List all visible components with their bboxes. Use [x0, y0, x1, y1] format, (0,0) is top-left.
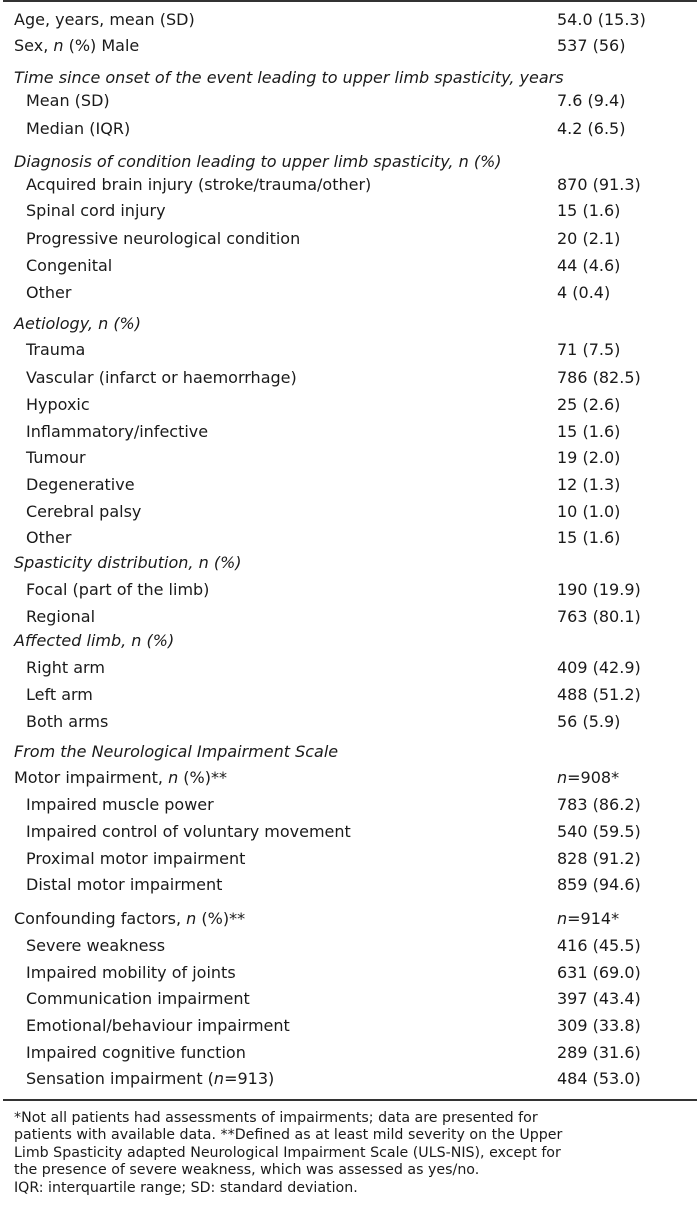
row-label: Both arms: [26, 712, 109, 731]
row-value: 409 (42.9): [557, 658, 641, 677]
row-label: From the Neurological Impairment Scale: [14, 742, 339, 761]
row-label: Median (IQR): [26, 119, 131, 138]
row-label: Regional: [26, 607, 96, 626]
row-label: Other: [26, 528, 72, 547]
row-value: 56 (5.9): [557, 712, 621, 731]
row-value: 20 (2.1): [557, 229, 621, 248]
footnote-line: IQR: interquartile range; SD: standard deviation.: [14, 1179, 358, 1196]
row-label: Spinal cord injury: [26, 201, 166, 220]
row-label: Motor impairment, n (%)**: [14, 768, 227, 787]
row-label: Aetiology, n (%): [14, 314, 141, 333]
row-label: Focal (part of the limb): [26, 580, 210, 599]
row-label: Sex, n (%) Male: [14, 36, 140, 55]
row-value: 537 (56): [557, 36, 626, 55]
row-value: 416 (45.5): [557, 936, 641, 955]
row-value: 12 (1.3): [557, 475, 621, 494]
row-label: Communication impairment: [26, 989, 250, 1008]
row-label: Time since onset of the event leading to upper limb spasticity, years: [14, 68, 564, 87]
row-value: 15 (1.6): [557, 422, 621, 441]
table-bottom-rule: [3, 1099, 697, 1101]
row-value: 631 (69.0): [557, 963, 641, 982]
row-label: Mean (SD): [26, 91, 110, 110]
row-label: Vascular (infarct or haemorrhage): [26, 368, 297, 387]
row-label: Severe weakness: [26, 936, 166, 955]
row-value: 15 (1.6): [557, 528, 621, 547]
row-value: 289 (31.6): [557, 1043, 641, 1062]
row-label: Age, years, mean (SD): [14, 10, 195, 29]
row-value: 540 (59.5): [557, 822, 641, 841]
row-value: 786 (82.5): [557, 368, 641, 387]
row-label: Impaired control of voluntary movement: [26, 822, 351, 841]
footnote-line: the presence of severe weakness, which was assessed as yes/no.: [14, 1162, 480, 1179]
row-label: Impaired cognitive function: [26, 1043, 246, 1062]
row-value: 488 (51.2): [557, 685, 641, 704]
row-label: Diagnosis of condition leading to upper limb spasticity, n (%): [14, 152, 502, 171]
row-label: Progressive neurological condition: [26, 229, 301, 248]
row-label: Hypoxic: [26, 395, 90, 414]
row-label: Confounding factors, n (%)**: [14, 909, 246, 928]
row-label: Impaired mobility of joints: [26, 963, 236, 982]
row-label: Cerebral palsy: [26, 502, 142, 521]
row-label: Affected limb, n (%): [14, 631, 175, 650]
row-value: 19 (2.0): [557, 448, 621, 467]
row-value: 763 (80.1): [557, 607, 641, 626]
row-value: 15 (1.6): [557, 201, 621, 220]
row-label: Distal motor impairment: [26, 875, 223, 894]
footnote-line: Limb Spasticity adapted Neurological Impairment Scale (ULS-NIS), except for: [14, 1144, 561, 1161]
footnote-line: patients with available data. **Defined as at least mild severity on the Upper: [14, 1127, 563, 1144]
row-value: 859 (94.6): [557, 875, 641, 894]
row-value: 54.0 (15.3): [557, 10, 646, 29]
row-label: Other: [26, 283, 72, 302]
row-value: 4.2 (6.5): [557, 119, 626, 138]
table-top-rule: [3, 0, 697, 2]
row-label: Right arm: [26, 658, 105, 677]
row-value: 828 (91.2): [557, 849, 641, 868]
row-value: 71 (7.5): [557, 340, 621, 359]
row-value: n=914*: [557, 909, 620, 928]
row-label: Sensation impairment (n=913): [26, 1069, 275, 1088]
row-label: Inflammatory/infective: [26, 422, 209, 441]
row-label: Degenerative: [26, 475, 135, 494]
row-value: 7.6 (9.4): [557, 91, 626, 110]
row-label: Emotional/behaviour impairment: [26, 1016, 290, 1035]
row-label: Impaired muscle power: [26, 795, 214, 814]
row-value: 309 (33.8): [557, 1016, 641, 1035]
footnote-line: *Not all patients had assessments of impairments; data are presented for: [14, 1110, 538, 1126]
row-label: Trauma: [26, 340, 86, 359]
row-value: 4 (0.4): [557, 283, 611, 302]
row-value: 10 (1.0): [557, 502, 621, 521]
row-label: Acquired brain injury (stroke/trauma/other): [26, 175, 372, 194]
row-label: Congenital: [26, 256, 113, 275]
row-label: Left arm: [26, 685, 93, 704]
row-label: Proximal motor impairment: [26, 849, 246, 868]
row-value: 190 (19.9): [557, 580, 641, 599]
table-footnote: [14, 1110, 694, 1197]
row-label: Spasticity distribution, n (%): [14, 553, 242, 572]
row-label: Tumour: [26, 448, 86, 467]
row-value: 484 (53.0): [557, 1069, 641, 1088]
row-value: 783 (86.2): [557, 795, 641, 814]
row-value: n=908*: [557, 768, 620, 787]
row-value: 397 (43.4): [557, 989, 641, 1008]
row-value: 44 (4.6): [557, 256, 621, 275]
row-value: 25 (2.6): [557, 395, 621, 414]
row-value: 870 (91.3): [557, 175, 641, 194]
